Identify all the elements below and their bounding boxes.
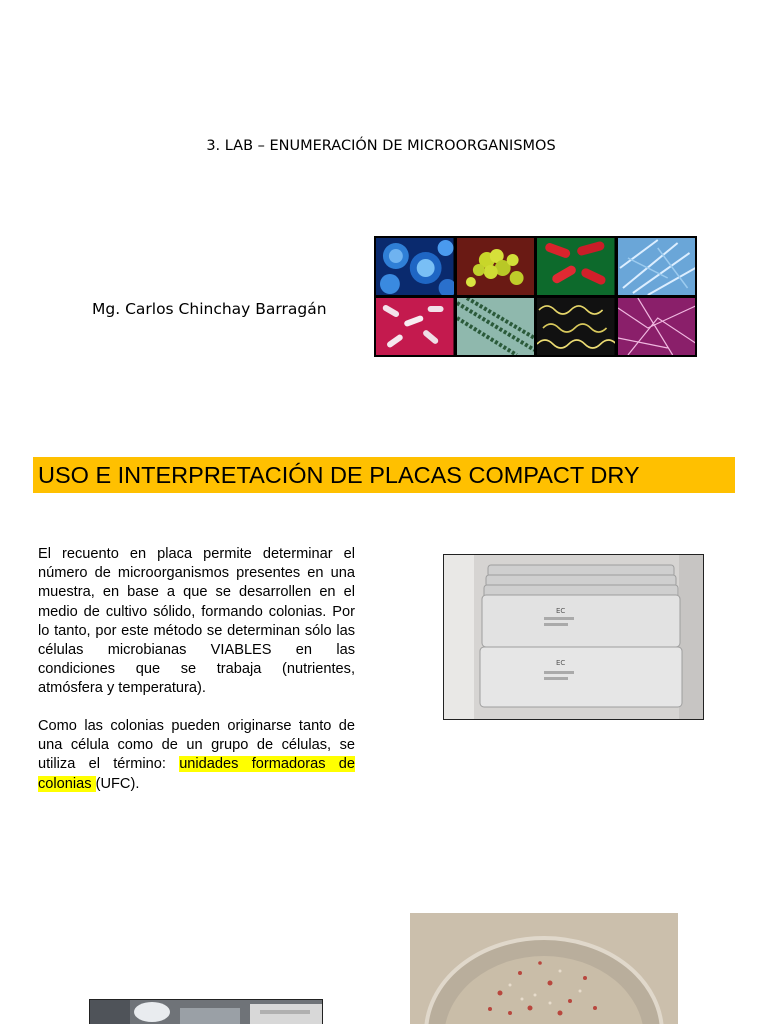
paragraph-plate-count: El recuento en placa permite determinar el número de microorganismos presentes en una muestra, en base a que se desarrollen en el medio de cultivo sólido, formando colonias. Por lo tanto, por este método se determinan sólo las células microbianas VIABLES en las condiciones que se trabaja (nutrientes, atmósfera y temperatura). [38,546,355,697]
paragraph-ufc-end: (UFC). [95,775,140,792]
author-name: Mg. Carlos Chinchay Barragán [92,300,327,318]
highlighted-term: unidades formadoras de colonias [38,756,355,792]
lab-worker-photo [89,999,323,1024]
lab-title: 3. LAB – ENUMERACIÓN DE MICROORGANISMOS [206,138,556,154]
pink-rods-tile [376,298,454,355]
yellow-spirilla-tile [537,298,615,355]
paragraph-ufc [38,717,355,794]
paragraph-ufc-text: Como las colonias pueden originarse tanto de una célula como de un grupo de células, se utiliza el término: [38,718,355,773]
yellow-cluster-tile [457,238,535,295]
packet-label-bottom: EC [556,659,566,667]
blue-filament-tile [618,238,696,295]
compact-dry-packets-photo [443,554,704,720]
magenta-network-tile [618,298,696,355]
green-chain-tile [457,298,535,355]
red-bacilli-tile [537,238,615,295]
microorganism-collage-image [374,236,697,357]
packet-label-top: EC [556,607,566,615]
section-heading: USO E INTERPRETACIÓN DE PLACAS COMPACT DRY [33,457,735,493]
blue-cocci-tile [376,238,454,295]
petri-plate-photo [410,913,678,1024]
